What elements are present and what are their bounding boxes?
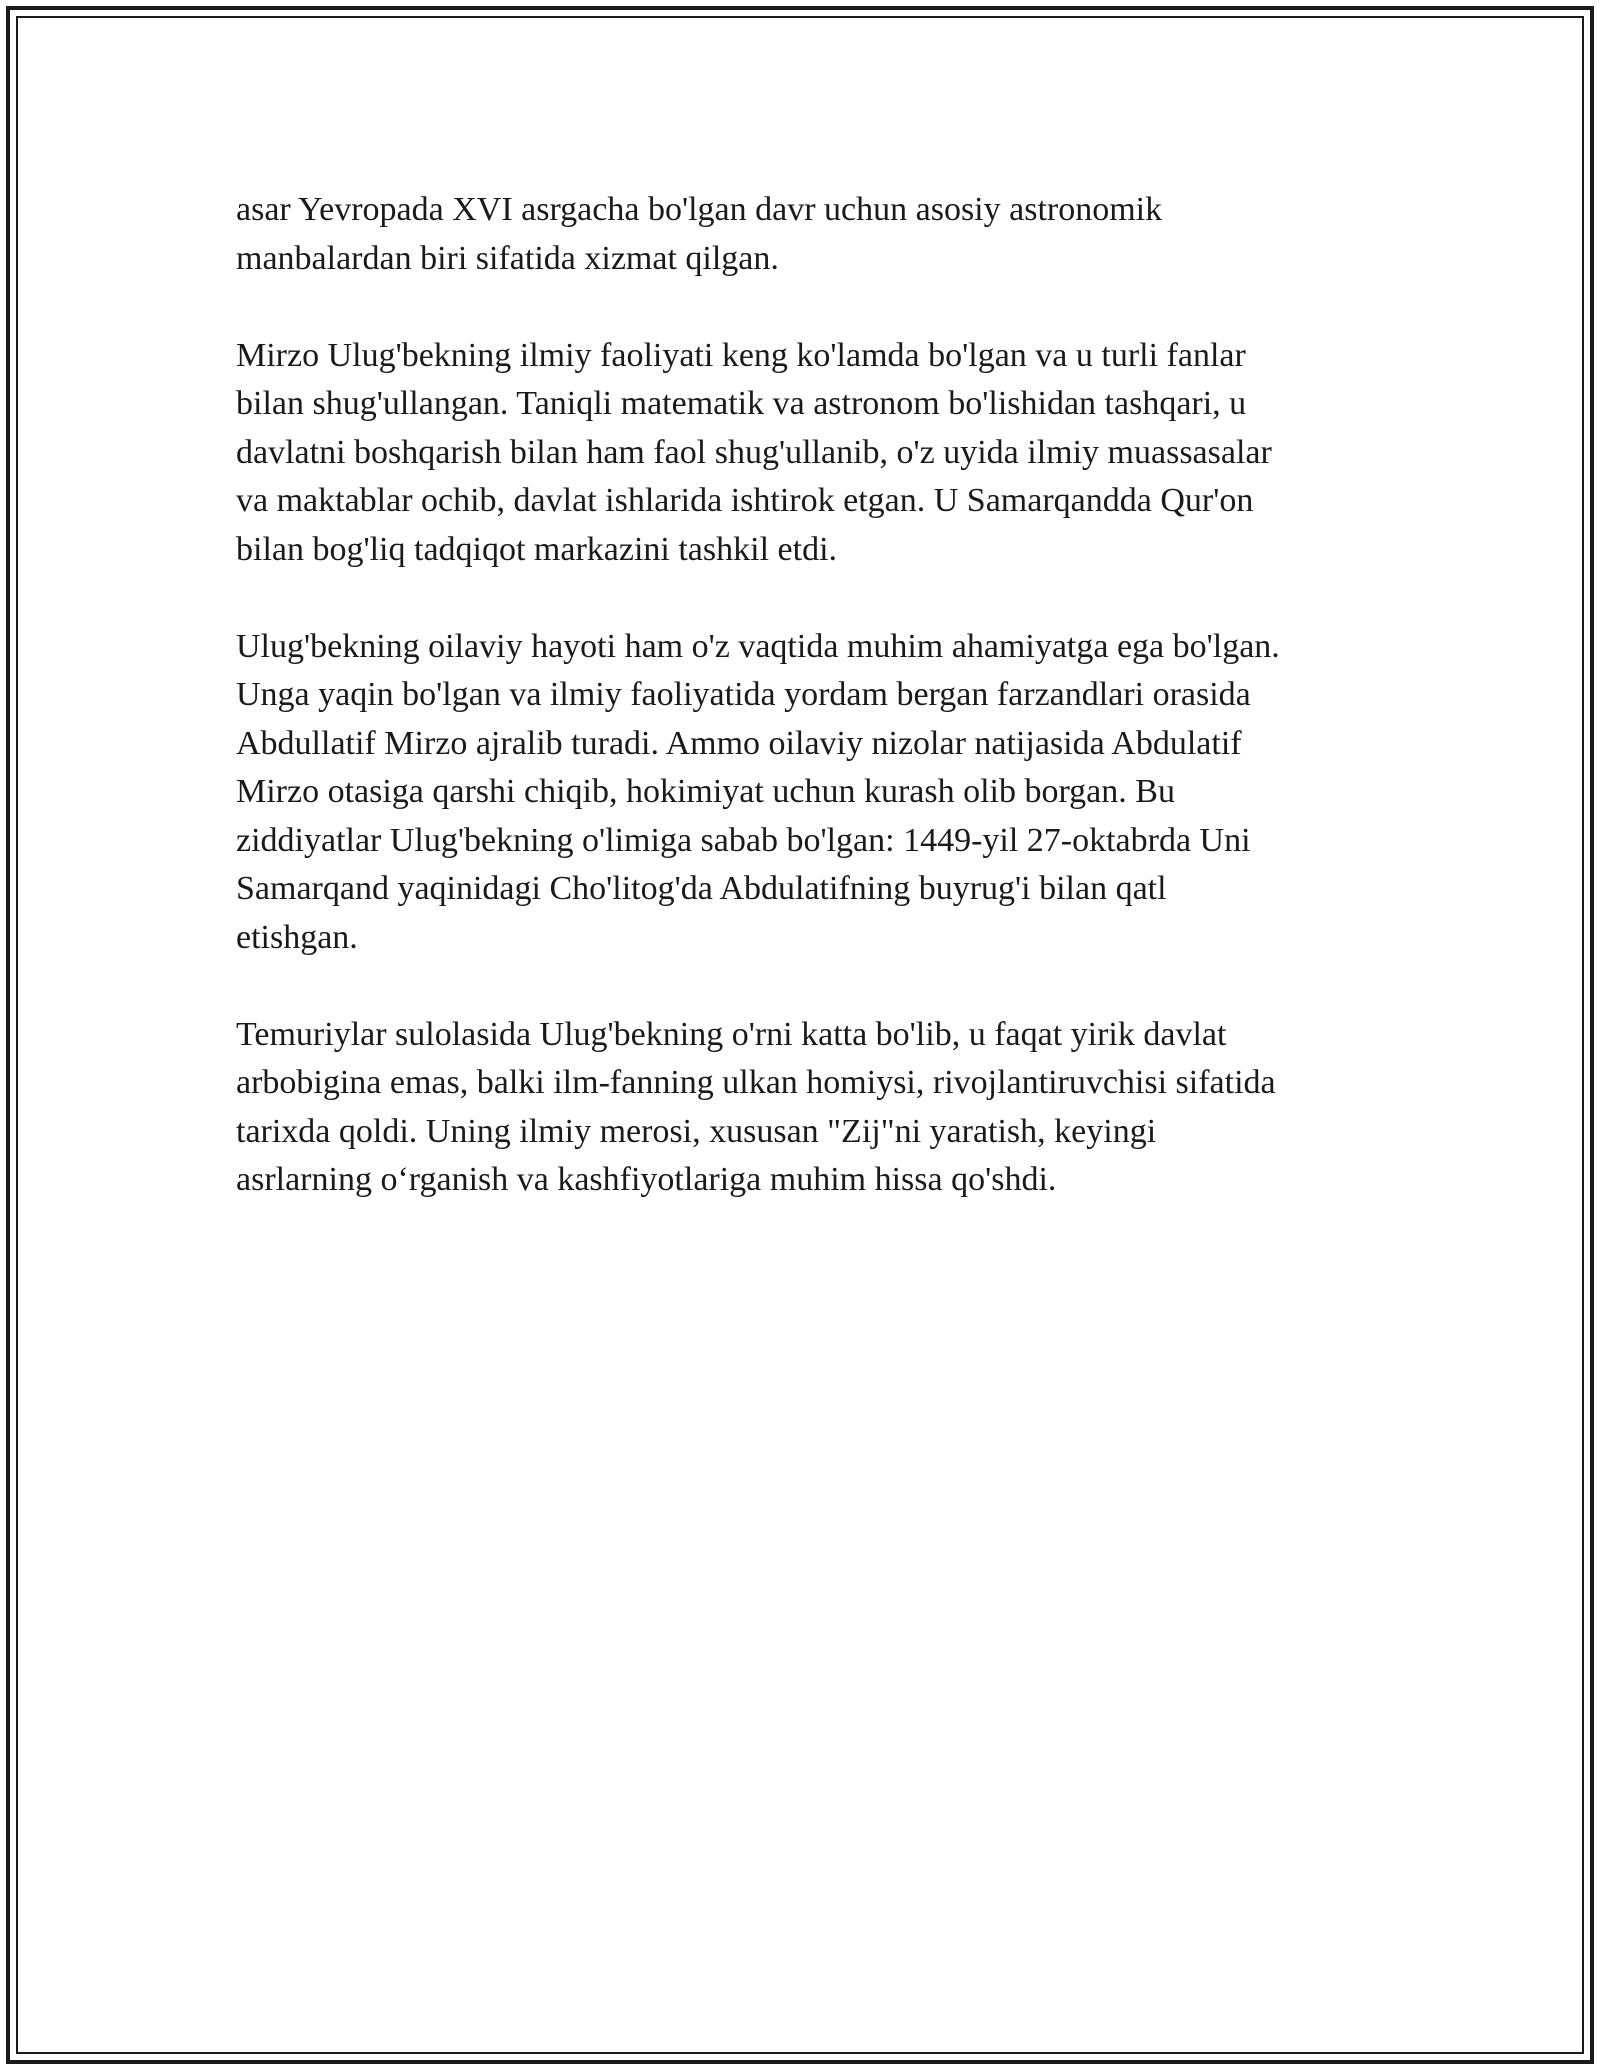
paragraph-2: Mirzo Ulug'bekning ilmiy faoliyati keng ko'lamda bo'lgan va u turli fanlar bilan shug'ullangan. Taniqli matematik va astronom bo'lishidan tashqari, u davlatni boshqarish bilan ham faol shug'ullanib, o'z uyida ilmiy muassasalar va maktablar ochib, davlat ishlarida ishtirok etgan. U Samarqandda Qur'on bilan bog'liq tadqiqot markazini tashkil etdi. <box>236 336 1272 568</box>
paragraph-1: asar Yevropada XVI asrgacha bo'lgan davr uchun asosiy astronomik manbalardan biri sifatida xizmat qilgan. <box>236 191 1163 277</box>
paragraph-3: Ulug'bekning oilaviy hayoti ham o'z vaqtida muhim ahamiyatga ega bo'lgan. Unga yaqin bo'lgan va ilmiy faoliyatida yordam bergan farzandlari orasida Abdullatif Mirzo ajralib turadi. Ammo oilaviy nizolar natijasida Abdulatif Mirzo otasiga qarshi chiqib, hokimiyat uchun kurash olib borgan. Bu ziddiyatlar Ulug'bekning o'limiga sabab bo'lgan: 1449-yil 27-oktabrda Uni Samarqand yaqinidagi Cho'litog'da Abdulatifning buyrug'i bilan qatl etishgan. <box>236 627 1280 956</box>
document-body <box>236 186 1366 1253</box>
paragraph-4: Temuriylar sulolasida Ulug'bekning o'rni katta bo'lib, u faqat yirik davlat arbobigina emas, balki ilm-fanning ulkan homiysi, rivojlantiruvchisi sifatida tarixda qoldi. Uning ilmiy merosi, xususan "Zij"ni yaratish, keyingi asrlarning o‘rganish va kashfiyotlariga muhim hissa qo'shdi. <box>236 1015 1276 1198</box>
